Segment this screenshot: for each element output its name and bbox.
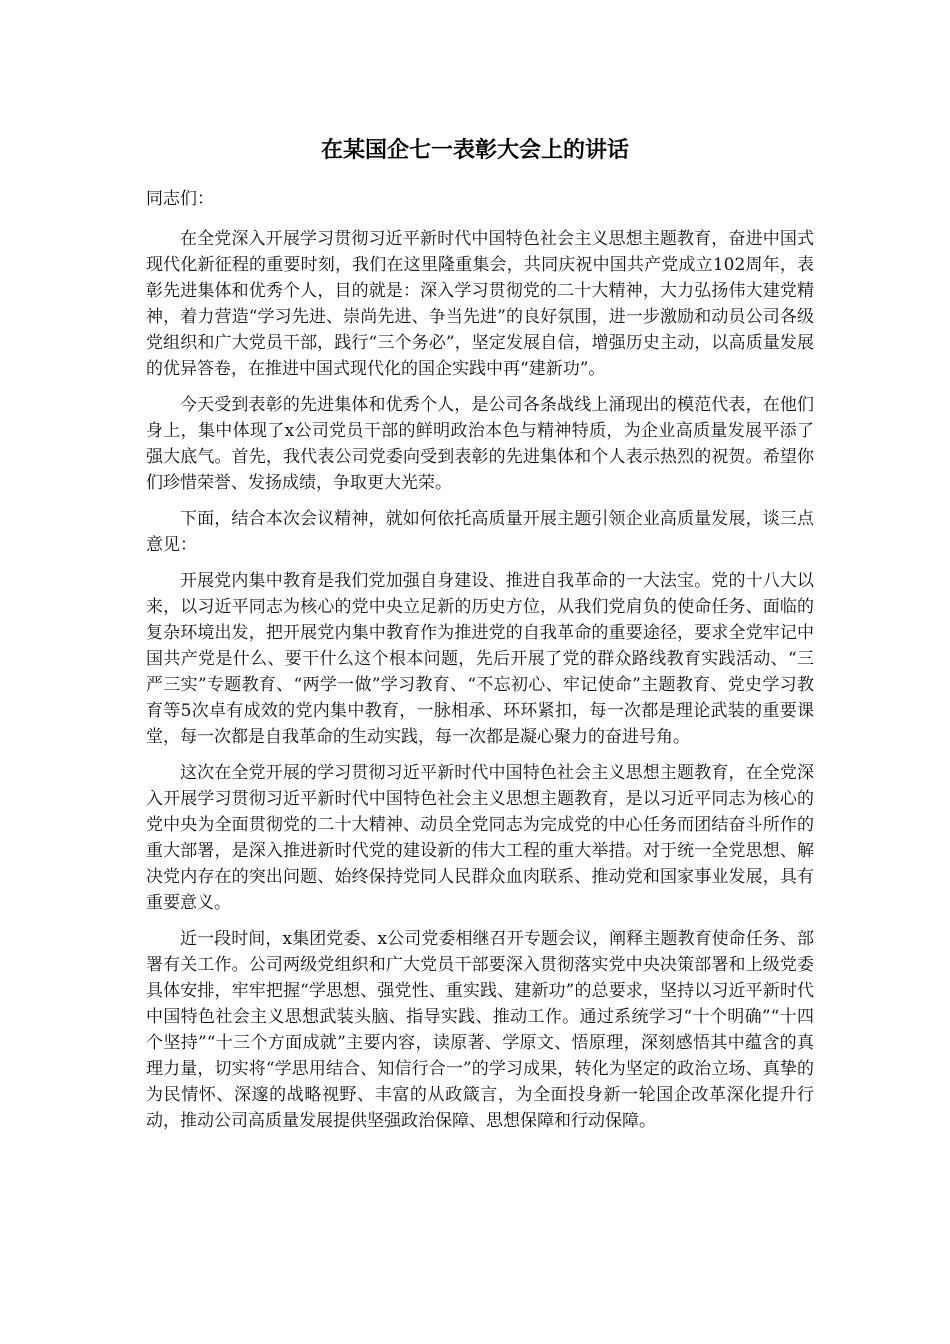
document-title: 在某国企七一表彰大会上的讲话 xyxy=(320,138,629,163)
paragraph-6: 近一段时间，x集团党委、x公司党委相继召开专题会议，阐释主题教育使命任务、部署有关工作。公司两级党组织和广大党员干部要深入贯彻落实党中央决策部署和上级党委具体安排，牢牢把握“学思想、强党性、重实践、建新功”的总要求，坚持以习近平新时代中国特色社会主义思想武装头脑、指导实践、推动工作。通过系统学习“十个明确”“十四个坚持”“十三个方面成就”主要内容，读原著、学原文、悟原理，深刻感悟其中蕴含的真理力量，切实将“学思用结合、知信行合一”的学习成果，转化为坚定的政治立场、真挚的为民情怀、深邃的战略视野、丰富的从政箴言，为全面投身新一轮国企改革深化提升行动，推动公司高质量发展提供坚强政治保障、思想保障和行动保障。 xyxy=(146,929,814,1131)
paragraph-3: 下面，结合本次会议精神，就如何依托高质量开展主题引领企业高质量发展，谈三点意见： xyxy=(146,509,814,555)
salutation: 同志们： xyxy=(146,189,214,209)
paragraph-2: 今天受到表彰的先进集体和优秀个人，是公司各条战线上涌现出的模范代表，在他们身上，集中体现了x公司党员干部的鲜明政治本色与精神特质，为企业高质量发展平添了强大底气。首先，我代表公司党委向受到表彰的先进集体和个人表示热烈的祝贺。希望你们珍惜荣誉、发扬成绩，争取更大光荣。 xyxy=(146,395,814,493)
paragraph-4: 开展党内集中教育是我们党加强自身建设、推进自我革命的一大法宝。党的十八大以来，以习近平同志为核心的党中央立足新的历史方位，从我们党肩负的使命任务、面临的复杂环境出发，把开展党内集中教育作为推进党的自我革命的重要途径，要求全党牢记中国共产党是什么、要干什么这个根本问题，先后开展了党的群众路线教育实践活动、“三严三实”专题教育、“两学一做”学习教育、“不忘初心、牢记使命”主题教育、党史学习教育等5次卓有成效的党内集中教育，一脉相承、环环紧扣，每一次都是理论武装的重要课堂，每一次都是自我革命的生动实践，每一次都是凝心聚力的奋进号角。 xyxy=(146,571,814,747)
paragraph-5: 这次在全党开展的学习贯彻习近平新时代中国特色社会主义思想主题教育，在全党深入开展学习贯彻习近平新时代中国特色社会主义思想主题教育，是以习近平同志为核心的党中央为全面贯彻党的二十大精神、动员全党同志为完成党的中心任务而团结奋斗所作的重大部署，是深入推进新时代党的建设新的伟大工程的重大举措。对于统一全党思想、解决党内存在的突出问题、始终保持党同人民群众血肉联系、推动党和国家事业发展，具有重要意义。 xyxy=(146,763,814,913)
document-body xyxy=(146,186,814,1144)
paragraph-1: 在全党深入开展学习贯彻习近平新时代中国特色社会主义思想主题教育，奋进中国式现代化新征程的重要时刻，我们在这里隆重集会，共同庆祝中国共产党成立102周年，表彰先进集体和优秀个人，目的就是：深入学习贯彻党的二十大精神，大力弘扬伟大建党精神，着力营造“学习先进、崇尚先进、争当先进”的良好氛围，进一步激励和动员公司各级党组织和广大党员干部，践行“三个务必”，坚定发展自信，增强历史主动，以高质量发展的优异答卷，在推进中国式现代化的国企实践中再“建新功”。 xyxy=(146,229,814,379)
